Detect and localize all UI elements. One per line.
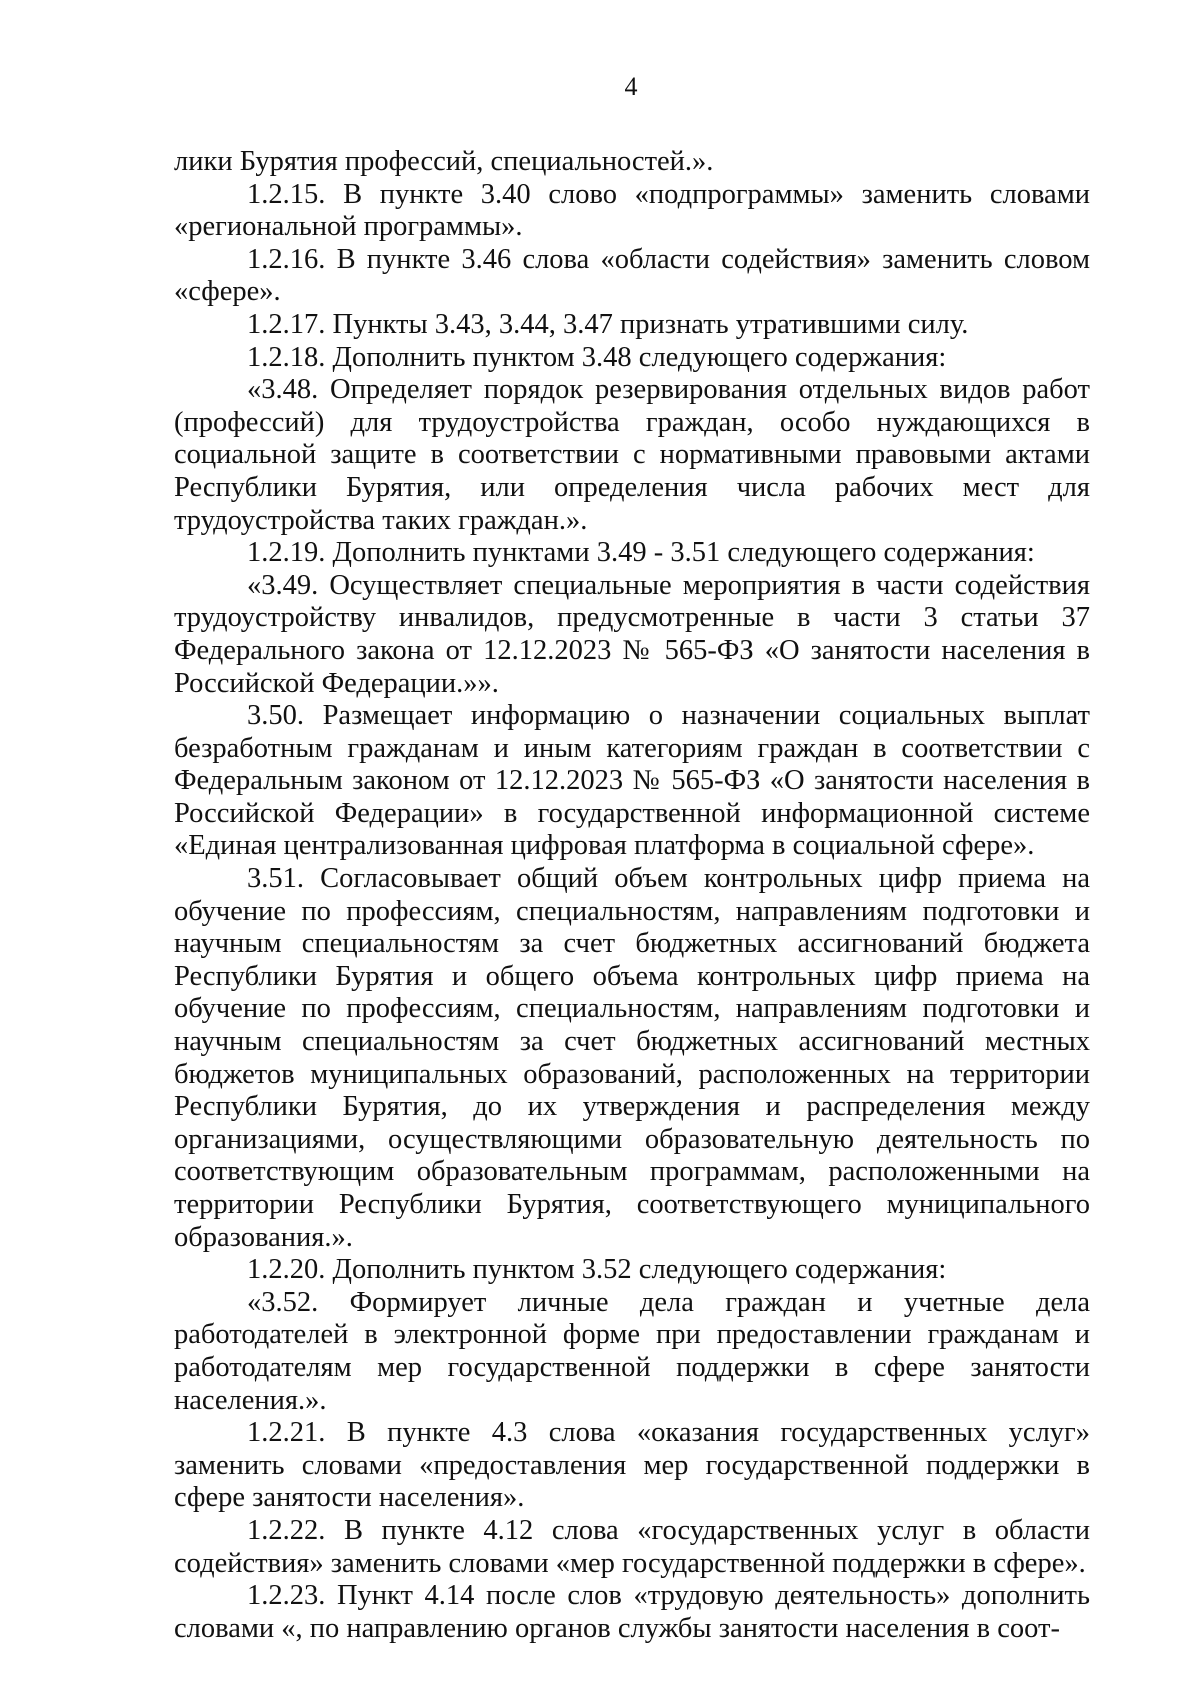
page-number: 4 xyxy=(624,72,638,101)
paragraph: 3.51. Согласовывает общий объем контрольных цифр приема на обучение по профессиям, специальностям, направлениям подготовки и научным специальностям за счет бюджетных ассигнований бюджета Республики Бурятия и общего объема контрольных цифр приема на обучение по профессиям, специальностям, направлениям подготовки и научным специальностям за счет бюджетных ассигнований местных бюджетов муниципальных образований, расположенных на территории Республики Бурятия, до их утверждения и распределения между организациями, осуществляющими образовательную деятельность по соответствующим образовательным программам, расположенными на территории Республики Бурятия, соответствующего муниципального образования.». xyxy=(174,863,1090,1253)
paragraph: 1.2.18. Дополнить пунктом 3.48 следующего содержания: xyxy=(247,341,947,373)
paragraph: 1.2.16. В пункте 3.46 слова «области содействия» заменить словом «сфере». xyxy=(174,243,1090,308)
paragraph: 1.2.19. Дополнить пунктами 3.49 - 3.51 следующего содержания: xyxy=(247,537,1035,569)
paragraph: «3.48. Определяет порядок резервирования отдельных видов работ (профессий) для трудоустройства граждан, особо нуждающихся в социальной защите в соответствии с нормативными правовыми актами Республики Бурятия, или определения числа рабочих мест для трудоустройства таких граждан.». xyxy=(174,374,1090,536)
paragraph: «3.52. Формирует личные дела граждан и учетные дела работодателей в электронной форме при предоставлении гражданам и работодателям мер государственной поддержки в сфере занятости населения.». xyxy=(174,1286,1090,1416)
paragraph: 1.2.23. Пункт 4.14 после слов «трудовую деятельность» дополнить словами «, по направлению органов службы занятости населения в соот- xyxy=(174,1580,1090,1644)
paragraph: 3.50. Размещает информацию о назначении социальных выплат безработным гражданам и иным категориям граждан в соответствии с Федеральным законом от 12.12.2023 № 565-ФЗ «О занятости населения в Российской Федерации» в государственной информационной системе «Единая централизованная цифровая платформа в социальной сфере». xyxy=(174,700,1090,862)
paragraph: «3.49. Осуществляет специальные мероприятия в части содействия трудоустройству инвалидов, предусмотренные в части 3 статьи 37 Федерального закона от 12.12.2023 № 565-ФЗ «О занятости населения в Российской Федерации.»». xyxy=(174,569,1090,699)
paragraph: 1.2.15. В пункте 3.40 слово «подпрограммы» заменить словами «региональной программы». xyxy=(174,178,1090,243)
paragraph: 1.2.20. Дополнить пунктом 3.52 следующего содержания: xyxy=(247,1254,947,1286)
document-body xyxy=(174,146,1090,1645)
paragraph: 1.2.21. В пункте 4.3 слова «оказания государственных услуг» заменить словами «предоставления мер государственной поддержки в сфере занятости населения». xyxy=(174,1417,1090,1514)
paragraph: лики Бурятия профессий, специальностей.». xyxy=(174,146,714,177)
paragraph: 1.2.17. Пункты 3.43, 3.44, 3.47 признать утратившими силу. xyxy=(247,308,969,340)
paragraph: 1.2.22. В пункте 4.12 слова «государственных услуг в области содействия» заменить словами «мер государственной поддержки в сфере». xyxy=(174,1514,1090,1579)
